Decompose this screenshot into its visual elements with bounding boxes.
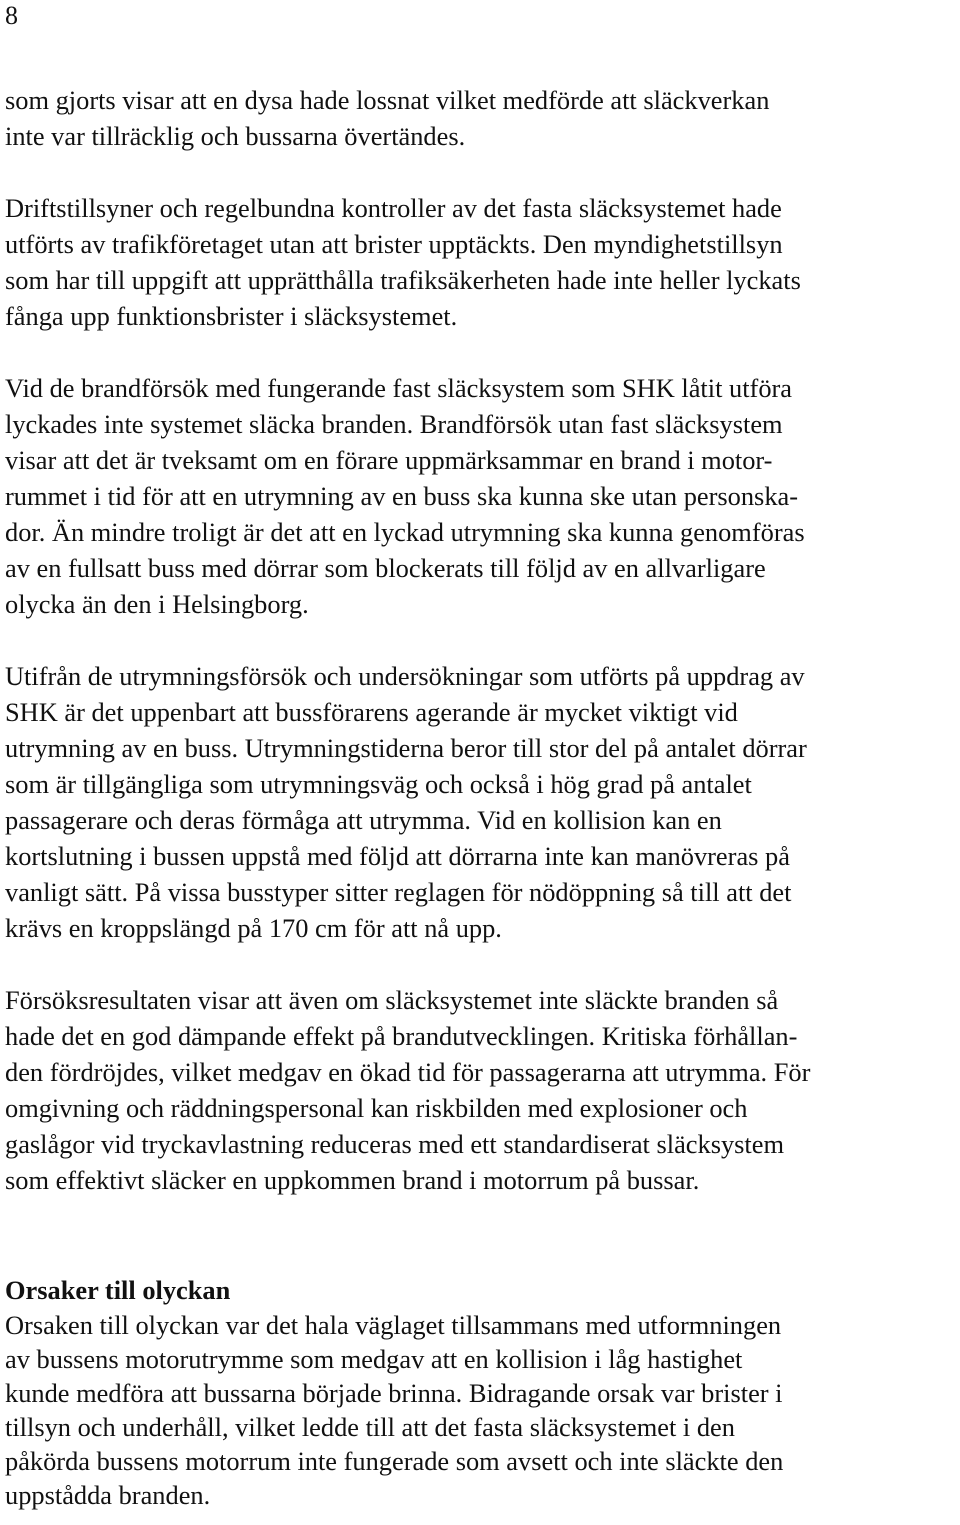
text-line: hade det en god dämpande effekt på brandutvecklingen. Kritiska förhållan- [5, 1021, 798, 1051]
text-line: krävs en kroppslängd på 170 cm för att nå upp. [5, 913, 502, 943]
text-line: som effektivt släcker en uppkommen brand i motorrum på bussar. [5, 1165, 700, 1195]
paragraph-4 [5, 658, 955, 946]
text-line: som gjorts visar att en dysa hade lossnat vilket medförde att släckverkan [5, 85, 770, 115]
text-line: Vid de brandförsök med fungerande fast släcksystem som SHK låtit utföra [5, 373, 793, 403]
text-line: vanligt sätt. På vissa busstyper sitter reglagen för nödöppning så till att det [5, 877, 792, 907]
section-spacer [5, 1198, 955, 1272]
text-line: dor. Än mindre troligt är det att en lyckad utrymning ska kunna genomföras [5, 517, 805, 547]
text-line: inte var tillräcklig och bussarna övertändes. [5, 121, 466, 151]
paragraph-3 [5, 370, 955, 622]
text-line: rummet i tid för att en utrymning av en buss ska kunna ske utan personska- [5, 481, 799, 511]
text-line: Driftstillsyner och regelbundna kontroller av det fasta släcksystemet hade [5, 193, 782, 223]
text-line: Orsaken till olyckan var det hala väglaget tillsammans med utformningen [5, 1310, 782, 1340]
text-line: utförts av trafikföretaget utan att brister upptäckts. Den myndighetstillsyn [5, 229, 783, 259]
text-line: Försöksresultaten visar att även om släcksystemet inte släckte branden så [5, 985, 779, 1015]
text-line: tillsyn och underhåll, vilket ledde till att det fasta släcksystemet i den [5, 1412, 735, 1442]
text-line: påkörda bussens motorrum inte fungerade som avsett och inte släckte den [5, 1446, 784, 1476]
section-heading: Orsaker till olyckan [5, 1275, 231, 1305]
text-line: SHK är det uppenbart att bussförarens agerande är mycket viktigt vid [5, 697, 738, 727]
text-line: utrymning av en buss. Utrymningstiderna beror till stor del på antalet dörrar [5, 733, 807, 763]
text-line: kortslutning i bussen uppstå med följd att dörrarna inte kan manövreras på [5, 841, 790, 871]
text-line: av bussens motorutrymme som medgav att en kollision i låg hastighet [5, 1344, 743, 1374]
text-line: som har till uppgift att upprätthålla trafiksäkerheten hade inte heller lyckats [5, 265, 801, 295]
text-line: lyckades inte systemet släcka branden. Brandförsök utan fast släcksystem [5, 409, 783, 439]
text-line: passagerare och deras förmåga att utrymma. Vid en kollision kan en [5, 805, 722, 835]
paragraph-5 [5, 982, 955, 1198]
text-line: kunde medföra att bussarna började brinna. Bidragande orsak var brister i [5, 1378, 783, 1408]
text-line: av en fullsatt buss med dörrar som blockerats till följd av en allvarligare [5, 553, 766, 583]
paragraph-2 [5, 190, 955, 334]
text-line: olycka än den i Helsingborg. [5, 589, 309, 619]
text-line: Utifrån de utrymningsförsök och undersökningar som utförts på uppdrag av [5, 661, 805, 691]
text-line: uppstådda branden. [5, 1480, 211, 1510]
text-line: gaslågor vid tryckavlastning reduceras med ett standardiserat släcksystem [5, 1129, 785, 1159]
text-line: som är tillgängliga som utrymningsväg och också i hög grad på antalet [5, 769, 752, 799]
text-line: den fördröjdes, vilket medgav en ökad tid för passagerarna att utrymma. För [5, 1057, 811, 1087]
text-line: omgivning och räddningspersonal kan riskbilden med explosioner och [5, 1093, 748, 1123]
text-line: fånga upp funktionsbrister i släcksystemet. [5, 301, 458, 331]
section-paragraph [5, 1308, 955, 1512]
paragraph-1 [5, 82, 955, 154]
text-line: visar att det är tveksamt om en förare uppmärksammar en brand i motor- [5, 445, 773, 475]
page-number: 8 [5, 1, 18, 30]
document-body [5, 82, 955, 1512]
